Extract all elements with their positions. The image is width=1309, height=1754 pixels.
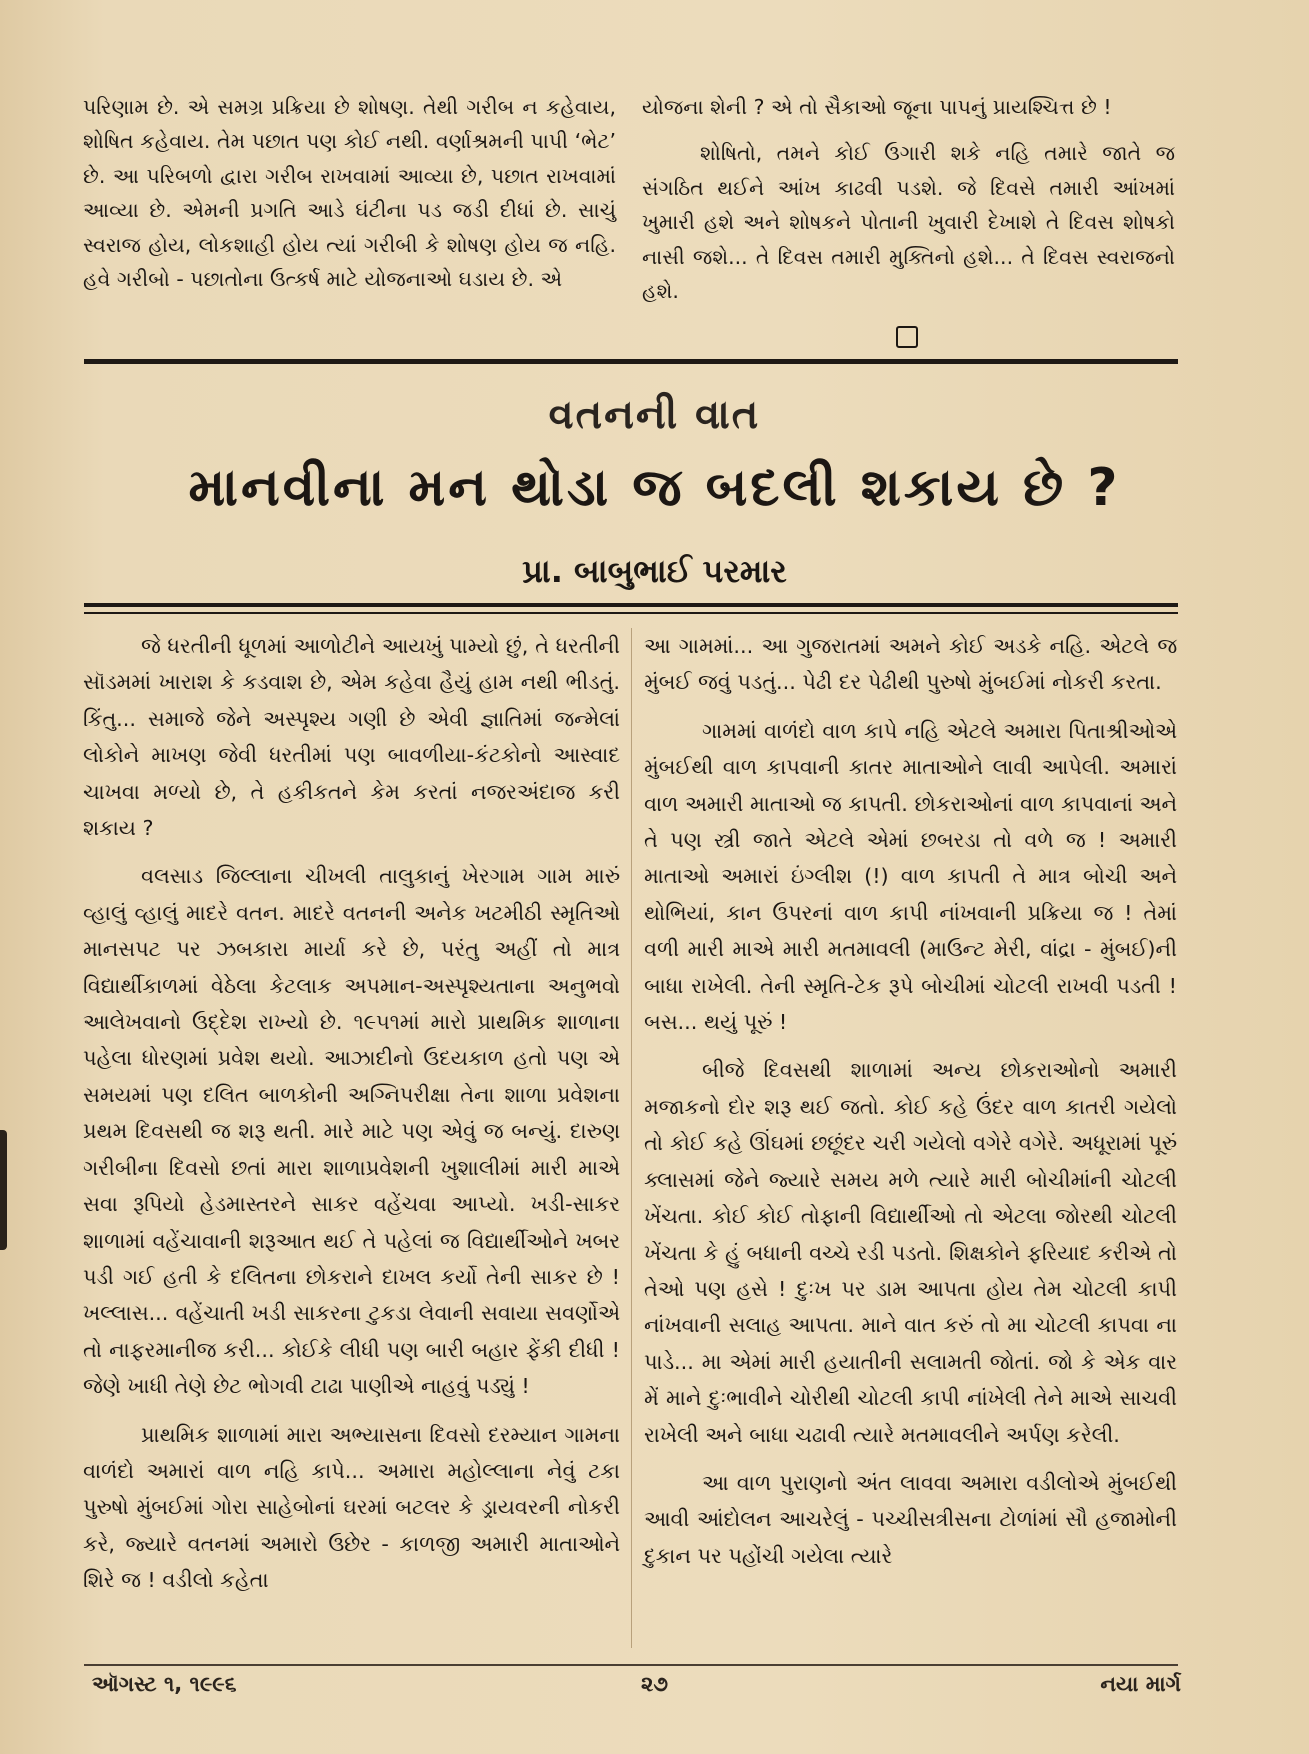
article-right-column bbox=[644, 628, 1177, 1586]
header-double-rule-bottom bbox=[84, 612, 1178, 614]
article-left-column bbox=[83, 628, 620, 1611]
page-edge-tear bbox=[0, 1130, 7, 1250]
article-author: પ્રા. બાબુભાઈ પરમાર bbox=[522, 552, 787, 590]
article-right-paragraph-1: આ ગામમાં... આ ગુજરાતમાં અમને કોઈ અડકે નહિ. એટલે જ મુંબઈ જવું પડતું... પેઢી દર પેઢીથી પુરુષો મુંબઈમાં નોકરી કરતા. bbox=[644, 634, 1177, 695]
footer-magazine-name: નયા માર્ગ bbox=[1100, 1672, 1181, 1696]
footer-page-number: ૨૭ bbox=[641, 1672, 668, 1696]
article-left-paragraph-2: વલસાડ જિલ્લાના ચીખલી તાલુકાનું ખેરગામ ગામ મારું વ્હાલું વ્હાલું માદરે વતન. માદરે વતનની અનેક ખટમીઠી સ્મૃતિઓ માનસપટ પર ઝબકારા માર્યા કરે છે, પરંતુ અહીં તો માત્ર વિદ્યાર્થીકાળમાં વેઠેલા કેટલાક અપમાન-અસ્પૃશ્યતાના અનુભવો આલેખવાનો ઉદ્દેશ રાખ્યો છે. ૧૯૫૧માં મારો પ્રાથમિક શાળાના પહેલા ધોરણમાં પ્રવેશ થયો. આઝાદીનો ઉદયકાળ હતો પણ એ સમયમાં પણ દલિત બાળકોની અગ્નિપરીક્ષા તેના શાળા પ્રવેશના પ્રથમ દિવસથી જ શરૂ થતી. મારે માટે પણ એવું જ બન્યું. દારુણ ગરીબીના દિવસો છતાં મારા શાળાપ્રવેશની ખુશાલીમાં મારી માએ સવા રૂપિયો હેડમાસ્તરને સાકર વહેંચવા આપ્યો. ખડી-સાકર શાળામાં વહેંચાવાની શરૂઆત થઈ તે પહેલાં જ વિદ્યાર્થીઓને ખબર પડી ગઈ હતી કે દલિતના છોકરાને દાખલ કર્યો તેની સાકર છે ! ખલ્લાસ... વહેંચાતી ખડી સાકરના ટુકડા લેવાની સવાયા સવર્ણોએ તો નાફરમાનીજ કરી... કોઈકે લીધી પણ બારી બહાર ફેંકી દીધી ! જેણે ખાધી તેણે છેટ ભોગવી ટાઢા પાણીએ નાહવું પડ્યું ! bbox=[83, 864, 620, 1399]
header-double-rule-top bbox=[84, 603, 1178, 607]
top-right-paragraph-2: શોષિતો, તમને કોઈ ઉગારી શકે નહિ તમારે જાતે જ સંગઠિત થઈને આંખ કાઢવી પડશે. જે દિવસે તમારી આંખમાં ખુમારી હશે અને શોષકને પોતાની ખુવારી દેખાશે તે દિવસ શોષકો નાસી જશે... તે દિવસ તમારી મુક્તિનો હશે... તે દિવસ સ્વરાજનો હશે. bbox=[642, 141, 1175, 304]
article-right-paragraph-4: આ વાળ પુરાણનો અંત લાવવા અમારા વડીલોએ મુંબઈથી આવી આંદોલન આચરેલું - પચ્ચીસત્રીસના ટોળાંમાં સૌ હજામોની દુકાન પર પહોંચી ગયેલા ત્યારે bbox=[644, 1470, 1177, 1568]
article-left-paragraph-3: પ્રાથમિક શાળામાં મારા અભ્યાસના દિવસો દરમ્યાન ગામના વાળંદો અમારાં વાળ નહિ કાપે... અમારા મહોલ્લાના નેવું ટકા પુરુષો મુંબઈમાં ગોરા સાહેબોનાં ઘરમાં બટલર કે ડ્રાયવરની નોકરી કરે, જ્યારે વતનમાં અમારો ઉછેર - કાળજી અમારી માતાઓને શિરે જ ! વડીલો કહેતા bbox=[83, 1422, 620, 1593]
top-left-paragraph-1: પરિણામ છે. એ સમગ્ર પ્રક્રિયા છે શોષણ. તેથી ગરીબ ન કહેવાય, શોષિત કહેવાય. તેમ પછાત પણ કોઈ નથી. વર્ણાશ્રમની પાપી ‘ભેટ’ છે. આ પરિબળો દ્વારા ગરીબ રાખવામાં આવ્યા છે, પછાત રાખવામાં આવ્યા છે. એમની પ્રગતિ આડે ઘંટીના પડ જડી દીધાં છે. સાચું સ્વરાજ હોય, લોકશાહી હોય ત્યાં ગરીબી કે શોષણ હોય જ નહિ. હવે ગરીબો - પછાતોના ઉત્કર્ષ માટે યોજનાઓ ઘડાય છે. એ bbox=[83, 95, 616, 292]
top-right-paragraph-1: યોજના શેની ? એ તો સૈકાઓ જૂના પાપનું પ્રાયશ્ચિત્ત છે ! bbox=[642, 95, 1112, 119]
section-divider-rule bbox=[84, 359, 1178, 364]
article-left-paragraph-1: જે ધરતીની ધૂળમાં આળોટીને આયખું પામ્યો છું, તે ધરતીની સૉડમમાં ખારાશ કે કડવાશ છે, એમ કહેવા હૈયું હામ નથી ભીડતું. કિંતુ... સમાજે જેને અસ્પૃશ્ય ગણી છે એવી જ્ઞાતિમાં જન્મેલાં લોકોને માખણ જેવી ધરતીમાં પણ બાવળીયા-કંટકોનો આસ્વાદ ચાખવા મળ્યો છે, તે હકીકતને કેમ કરતાં નજરઅંદાજ કરી શકાય ? bbox=[83, 634, 620, 841]
top-right-column bbox=[642, 90, 1175, 320]
top-left-column bbox=[83, 90, 616, 308]
article-right-paragraph-3: બીજે દિવસથી શાળામાં અન્ય છોકરાઓનો અમારી મજાકનો દોર શરૂ થઈ જતો. કોઈ કહે ઉંદર વાળ કાતરી ગયેલો તો કોઈ કહે ઊંઘમાં છછૂંદર ચરી ગયેલો વગેરે વગેરે. અધૂરામાં પૂરું ક્લાસમાં જેને જ્યારે સમય મળે ત્યારે મારી બોચીમાંની ચોટલી ખેંચતા. કોઈ કોઈ તોફાની વિદ્યાર્થીઓ તો એટલા જોરથી ચોટલી ખેંચતા કે હું બધાની વચ્ચે રડી પડતો. શિક્ષકોને ફરિયાદ કરીએ તો તેઓ પણ હસે ! દુઃખ પર ડામ આપતા હોય તેમ ચોટલી કાપી નાંખવાની સલાહ આપતા. માને વાત કરું તો મા ચોટલી કાપવા ના પાડે... મા એમાં મારી હયાતીની સલામતી જોતાં. જો કે એક વાર મેં માને દુઃભાવીને ચોરીથી ચોટલી કાપી નાંખેલી તેને માએ સાચવી રાખેલી અને બાધા ચઢાવી ત્યારે મતમાવલીને અર્પણ કરેલી. bbox=[644, 1058, 1177, 1447]
footer-date: ઑગસ્ટ ૧, ૧૯૯૬ bbox=[92, 1672, 237, 1696]
column-gutter bbox=[631, 628, 632, 1648]
article-headline: માનવીના મન થોડા જ બદલી શકાય છે ? bbox=[188, 458, 1121, 518]
footer-rule bbox=[84, 1664, 1178, 1666]
article-end-square-icon bbox=[896, 326, 918, 348]
section-title: વતનની વાત bbox=[548, 392, 761, 438]
article-right-paragraph-2: ગામમાં વાળંદો વાળ કાપે નહિ એટલે અમારા પિતાશ્રીઓએ મુંબઈથી વાળ કાપવાની કાતર માતાઓને લાવી આપેલી. અમારાં વાળ અમારી માતાઓ જ કાપતી. છોકરાઓનાં વાળ કાપવાનાં અને તે પણ સ્ત્રી જાતે એટલે એમાં છબરડા તો વળે જ ! અમારી માતાઓ અમારાં ઇંગ્લીશ (!) વાળ કાપતી તે માત્ર બોચી અને થોભિયાં, કાન ઉપરનાં વાળ કાપી નાંખવાની પ્રક્રિયા જ ! તેમાં વળી મારી માએ મારી મતમાવલી (માઉન્ટ મેરી, વાંદ્રા - મુંબઈ)ની બાધા રાખેલી. તેની સ્મૃતિ-ટેક રૂપે બોચીમાં ચોટલી રાખવી પડતી ! બસ... થયું પૂરું ! bbox=[644, 718, 1177, 1035]
